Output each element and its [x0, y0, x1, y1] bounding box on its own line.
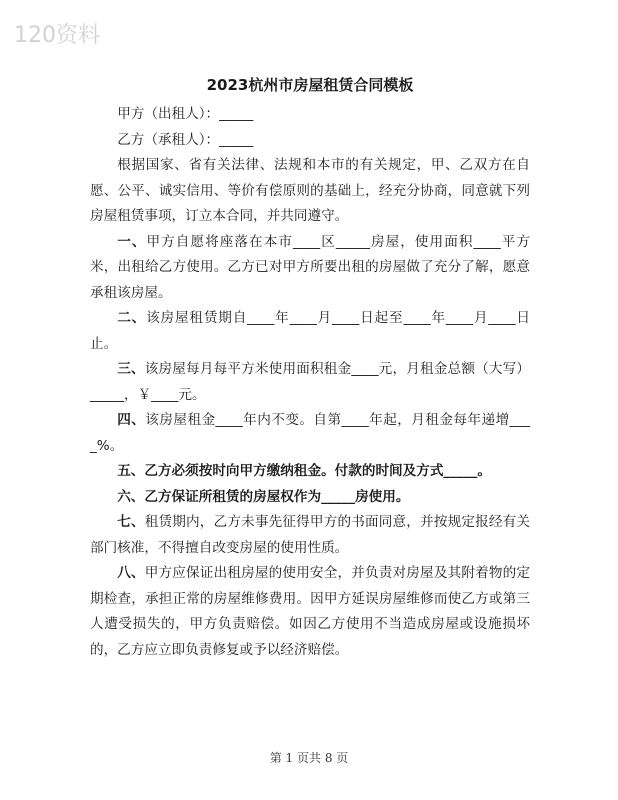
clause-7-text: 租赁期内，乙方未事先征得甲方的书面同意，并按规定报经有关部门核准，不得擅自改变房屋的使用性质。 — [90, 514, 531, 556]
clause-5 — [90, 459, 530, 485]
watermark: 120资料 — [14, 23, 100, 48]
clause-1-number: 一、 — [117, 233, 147, 250]
page-footer: 第 1 页共 8 页 — [269, 751, 349, 765]
document-title: 2023杭州市房屋租赁合同模板 — [206, 76, 414, 94]
clause-6 — [90, 485, 530, 511]
clause-8 — [90, 561, 530, 663]
clause-8-number: 八、 — [117, 565, 145, 581]
clause-5-text: 乙方必须按时向甲方缴纳租金。付款的时间及方式_____。 — [144, 463, 492, 479]
party-a-line: 甲方（出租人）：_____ — [117, 106, 254, 122]
clause-3-text: 该房屋每月每平方米使用面积租金____元，月租金总额（大写）_____，￥____元。 — [90, 361, 531, 403]
clause-4-number: 四、 — [117, 412, 146, 428]
clause-6-number: 六、 — [117, 488, 145, 505]
clause-2-number: 二、 — [117, 310, 147, 326]
clause-3 — [90, 357, 530, 408]
document-body — [90, 72, 530, 663]
clause-7 — [90, 510, 530, 561]
clause-2 — [90, 306, 530, 357]
intro-paragraph: 根据国家、省有关法律、法规和本市的有关规定，甲、乙双方在自愿、公平、诚实信用、等价有偿原则的基础上，经充分协商，同意就下列房屋租赁事项，订立本合同，并共同遵守。 — [90, 157, 530, 224]
clause-4-text: 该房屋租金____年内不变。自第____年起，月租金每年递增____%。 — [90, 412, 531, 454]
clause-4 — [90, 408, 530, 459]
clause-5-number: 五、 — [117, 463, 145, 479]
clause-3-number: 三、 — [117, 361, 145, 377]
clause-1 — [90, 230, 530, 307]
clause-2-text: 该房屋租赁期自____年____月____日起至____年____月____日止。 — [90, 310, 531, 352]
clause-8-text: 甲方应保证出租房屋的使用安全，并负责对房屋及其附着物的定期检查，承担正常的房屋维修费用。因甲方延误房屋维修而使乙方或第三人遭受损失的，甲方负责赔偿。如因乙方使用不当造成房屋或设施损坏的，乙方应立即负责修复或予以经济赔偿。 — [90, 565, 531, 658]
party-b-line: 乙方（承租人）：_____ — [117, 131, 254, 148]
clause-1-text: 甲方自愿将座落在本市____区_____房屋，使用面积____平方米，出租给乙方使用。乙方已对甲方所要出租的房屋做了充分了解，愿意承租该房屋。 — [90, 233, 531, 301]
clause-6-text: 乙方保证所租赁的房屋权作为_____房使用。 — [144, 488, 410, 505]
clause-7-number: 七、 — [117, 514, 145, 530]
